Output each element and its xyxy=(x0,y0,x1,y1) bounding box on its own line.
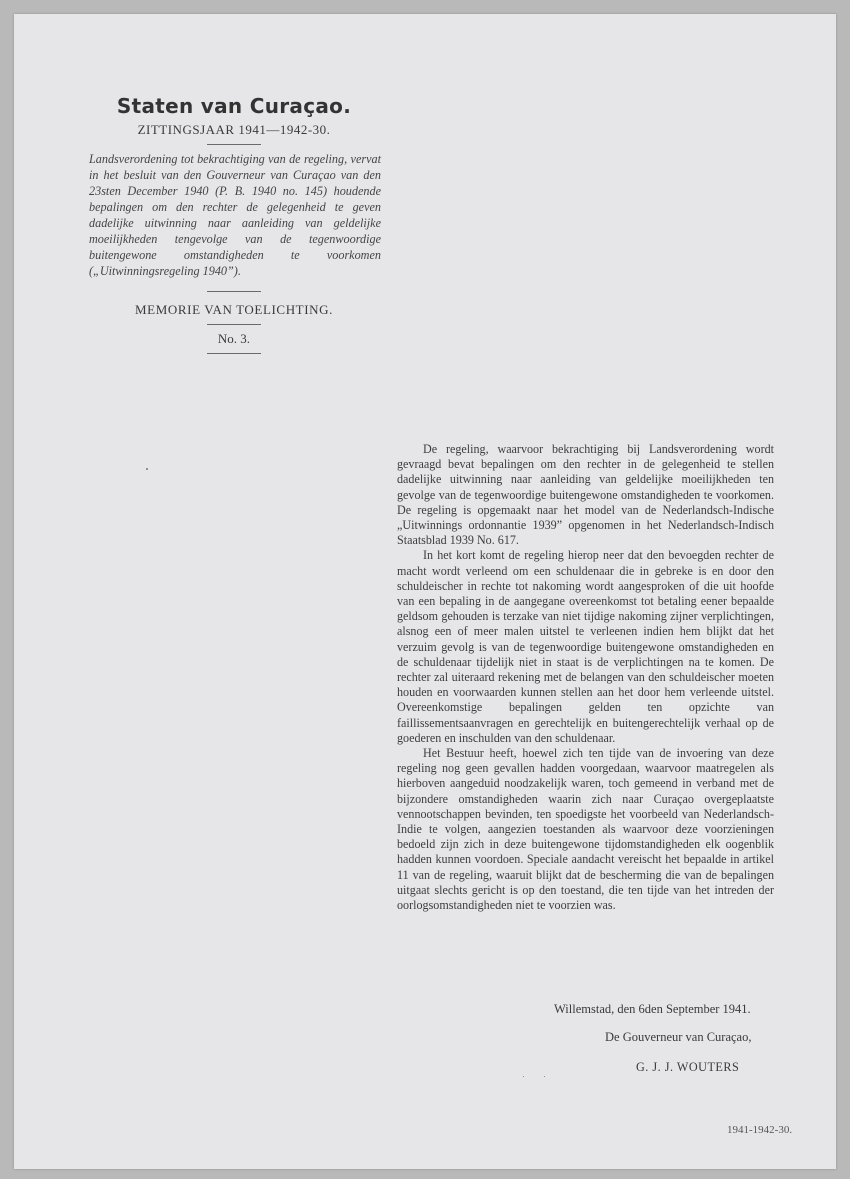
divider xyxy=(207,291,261,292)
document-page xyxy=(14,14,836,1169)
paper-speck xyxy=(146,468,148,470)
paper-speck xyxy=(523,1076,524,1077)
divider xyxy=(207,324,261,325)
document-header xyxy=(84,94,384,360)
memo-number: No. 3. xyxy=(217,331,251,346)
signatory-name: G. J. J. WOUTERS xyxy=(636,1060,740,1074)
divider xyxy=(207,353,261,354)
paragraph: De regeling, waarvoor bekrachtiging bij Landsverordening wordt gevraagd bevat bepalingen om den rechter in de gelegenheid te stellen dadelijke uitwinning naar aanleiding van geldelijke moeilijkheden ten gevolge van de tegenwoordige buitengewone omstandigheden te voorkomen. De regeling is opgemaakt naar het model van de Nederlandsch-Indische „Uitwinnings ordonnantie 1939” opgenomen in het Nederlandsch-Indisch Staatsblad 1939 No. 617. xyxy=(397,442,774,548)
divider xyxy=(207,144,261,145)
organization-title: Staten van Curaçao. xyxy=(116,94,352,118)
subject-description: Landsverordening tot bekrachtiging van de regeling, vervat in het besluit van den Gouverneur van Curaçao van den 23sten December 1940 (P. B. 1940 no. 145) houdende bepalingen om den rechter de gelegenheid te geven dadelijke uitwinning naar aanleiding van geldelijke moeilijkheden tengevolge van de tegenwoordige buitengewone omstandigheden te voorkomen („Uitwinningsregeling 1940”). xyxy=(89,152,381,278)
place-date: Willemstad, den 6den September 1941. xyxy=(554,1002,751,1016)
footer-code: 1941-1942-30. xyxy=(727,1124,793,1136)
memo-title: MEMORIE VAN TOELICHTING. xyxy=(135,302,333,317)
session-year: ZITTINGSJAAR 1941—1942-30. xyxy=(137,122,331,137)
body-text xyxy=(397,442,774,913)
paper-speck xyxy=(544,1076,545,1077)
paragraph: In het kort komt de regeling hierop neer dat den bevoegden rechter de macht wordt verleend om een schuldenaar die in gebreke is en door den schuldeischer in rechte tot nakoming wordt aangesproken of die uit hoofde van een bepaling in de aangegane overeenkomst tot betaling eener bepaalde geldsom gehouden is terzake van niet tijdige nakoming zijner verplichtingen, alsnog een of meer malen uitstel te verleenen indien hem blijkt dat het verzuim gevolg is van de tegenwoordige buitengewone omstandigheden en de schuldenaar tijdelijk niet in staat is de verplichtingen na te komen. De rechter zal uiteraard rekening met de belangen van den schuldeischer moeten houden en voorwaarden kunnen stellen aan het door hem verleende uitstel. Overeenkomstige bepalingen gelden ten opzichte van faillissementsaanvragen en gerechtelijk en buitengerechtelijk verhaal op de goederen en inschulden van den schuldenaar. xyxy=(397,548,774,745)
paragraph: Het Bestuur heeft, hoewel zich ten tijde van de invoering van deze regeling nog geen gevallen hadden voorgedaan, waarvoor maatregelen als hierboven aangeduid noodzakelijk waren, toch gemeend in verband met de bijzondere omstandigheden waarin zich naar Curaçao overgeplaatste vennootschappen bevinden, ten spoedigste het voorbeeld van Nederlandsch-Indie te volgen, aangezien toestanden als waarvoor deze voorzieningen bedoeld zijn zich in deze buitengewone tijdomstandigheden elk oogenblik hadden kunnen voordoen. Speciale aandacht vereischt het bepaalde in artikel 11 van de regeling, waaruit blijkt dat de bescherming die van de bepalingen uitgaat slechts gericht is op den toestand, die ten tijde van het intreden der oorlogsomstandigheden niet te voorzien was. xyxy=(397,746,774,913)
signatory-title: De Gouverneur van Curaçao, xyxy=(605,1030,752,1044)
